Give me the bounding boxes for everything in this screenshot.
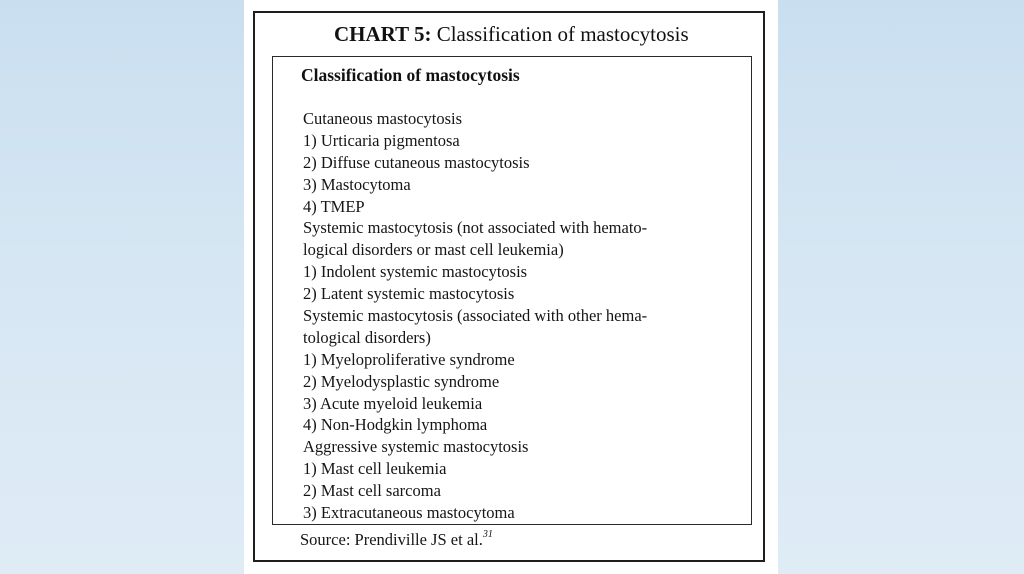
chart-title-text: Classification of mastocytosis <box>436 22 689 46</box>
list-item: tological disorders) <box>303 327 431 347</box>
classification-list <box>303 108 647 524</box>
list-item: 3) Mastocytoma <box>303 174 411 194</box>
list-item: 2) Diffuse cutaneous mastocytosis <box>303 152 530 172</box>
slide-image <box>244 0 778 574</box>
list-item: logical disorders or mast cell leukemia) <box>303 240 564 260</box>
list-item: 4) TMEP <box>303 196 365 216</box>
list-item: 1) Urticaria pigmentosa <box>303 130 460 150</box>
list-item: 1) Indolent systemic mastocytosis <box>303 262 528 282</box>
list-item: 1) Mast cell leukemia <box>303 459 447 479</box>
list-item: 2) Myelodysplastic syndrome <box>303 371 500 391</box>
list-item: Aggressive systemic mastocytosis <box>303 437 529 457</box>
list-item: Systemic mastocytosis (associated with other hema- <box>303 306 648 326</box>
list-item: 1) Myeloproliferative syndrome <box>303 349 515 369</box>
list-item: 3) Extracutaneous mastocytoma <box>303 503 515 523</box>
chart-label: CHART 5: <box>334 22 432 46</box>
list-item: 2) Mast cell sarcoma <box>303 481 441 501</box>
box-heading: Classification of mastocytosis <box>301 65 520 85</box>
list-item: 2) Latent systemic mastocytosis <box>303 284 515 304</box>
list-item: Systemic mastocytosis (not associated with hemato- <box>303 218 648 238</box>
list-item: 3) Acute myeloid leukemia <box>303 393 483 413</box>
list-item: Cutaneous mastocytosis <box>303 109 463 128</box>
classification-box <box>272 56 752 525</box>
source-citation <box>300 530 493 550</box>
list-item: 4) Non-Hodgkin lymphoma <box>303 415 488 435</box>
source-reference: 31 <box>482 529 493 540</box>
source-text: Source: Prendiville JS et al. <box>300 530 483 549</box>
chart-title <box>334 22 689 47</box>
